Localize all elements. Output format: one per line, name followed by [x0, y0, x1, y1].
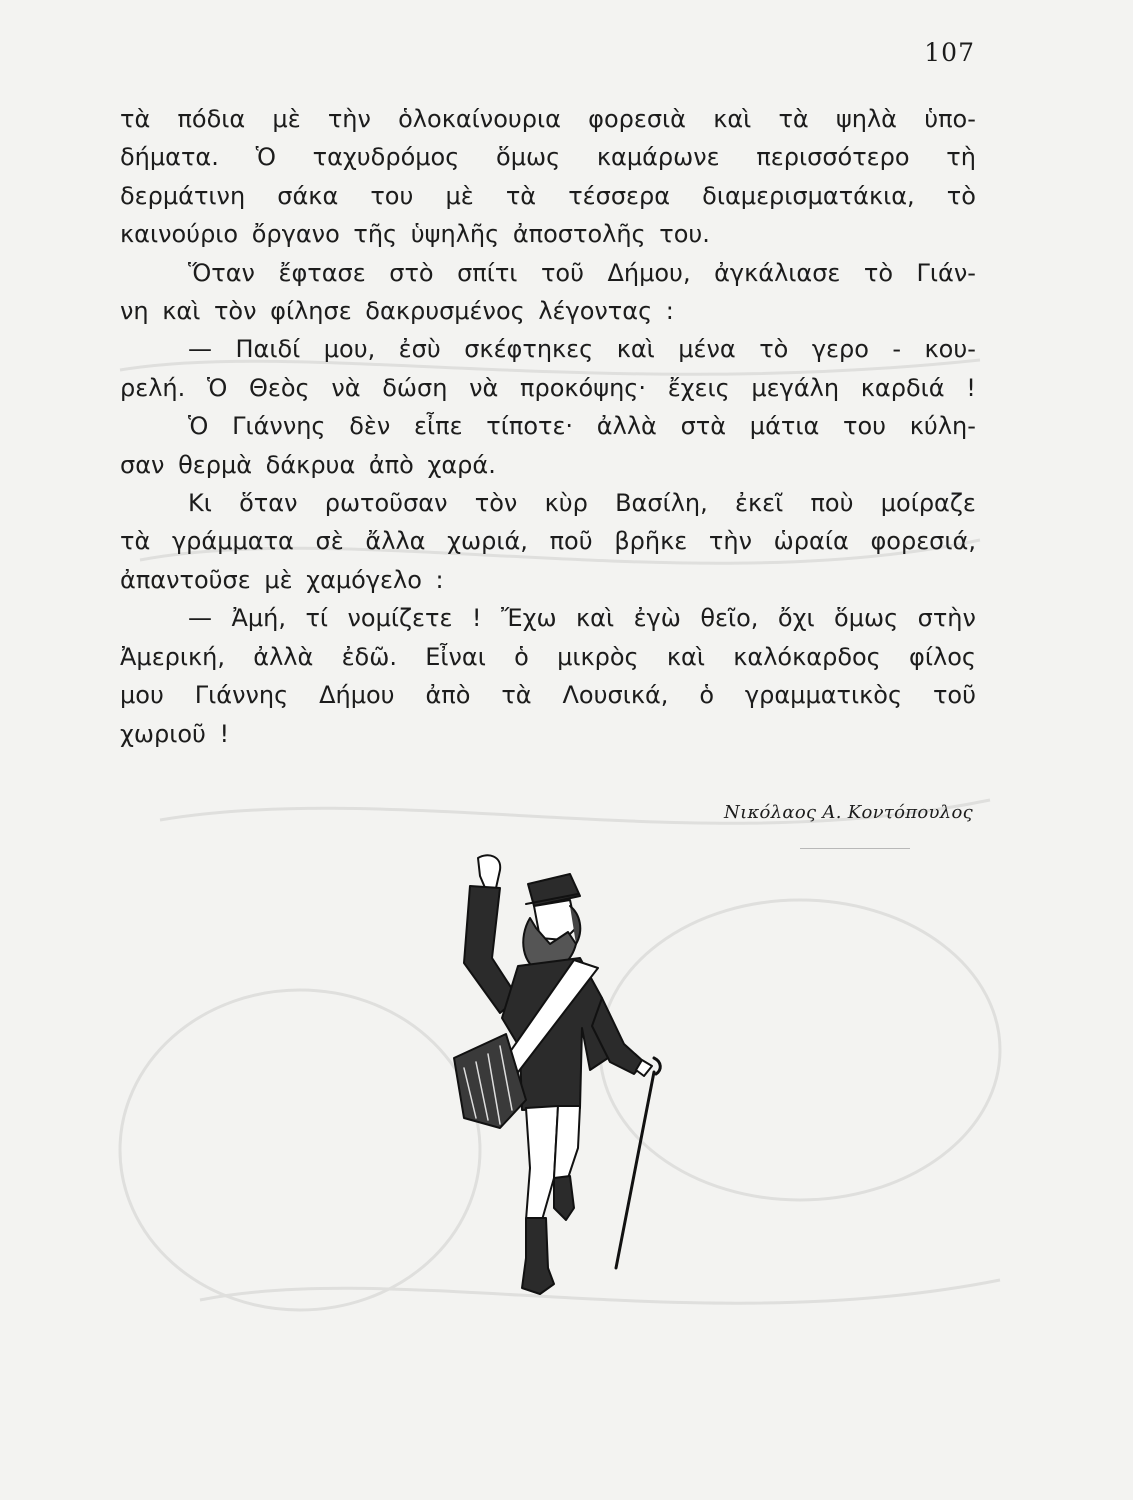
word: Λουσικά, [562, 681, 669, 710]
word: τὰ [501, 681, 532, 710]
text-line [120, 446, 976, 484]
word: τίποτε· [486, 412, 574, 441]
word: ἀλλὰ [596, 412, 657, 441]
text-line [120, 292, 976, 330]
word: ἔχεις [667, 373, 730, 402]
text-line [120, 138, 976, 176]
word: Βασίλη, [615, 489, 708, 518]
word: Δήμου, [607, 258, 691, 287]
word: ὁλοκαίνουρια [398, 105, 561, 133]
word: ἐδῶ. [341, 642, 397, 671]
word: καὶ [616, 335, 655, 364]
word: καὶ [713, 105, 752, 133]
word: ἀπὸ [425, 681, 471, 710]
word: μου [120, 681, 164, 710]
text-line [120, 330, 976, 368]
word: τὸ [759, 335, 789, 364]
word: Ἔχω [501, 604, 557, 633]
word: ἔφτασε [278, 258, 366, 287]
word: σὲ [315, 527, 344, 556]
line-text: καινούριο ὄργανο τῆς ὑψηλῆς ἀποστολῆς του. [120, 220, 710, 249]
word: στὸ [389, 258, 434, 287]
word: μεγάλη [751, 373, 840, 402]
word: μένα [678, 335, 736, 364]
word: ποῦ [549, 527, 593, 556]
word: εἶπε [414, 412, 463, 441]
word: τὸ [863, 258, 894, 287]
word: τοῦ [540, 258, 584, 287]
word: γραμματικὸς [744, 681, 903, 710]
text-line [120, 561, 976, 599]
text-line [120, 638, 976, 676]
word: τὰ [778, 105, 809, 133]
word: θεῖο, [700, 604, 759, 633]
word: μικρὸς [557, 642, 639, 671]
word: ὡραία [773, 527, 849, 556]
word: Κι [188, 489, 212, 518]
word: γερο [811, 335, 869, 364]
word: νὰ [331, 373, 361, 402]
word: μοίραζε [880, 489, 976, 518]
word: κύλη- [909, 412, 976, 441]
word: ! [966, 373, 976, 402]
word: Γιάν- [916, 258, 976, 287]
word: προκόψης· [520, 373, 646, 402]
word: δώση [382, 373, 448, 402]
word: μου, [323, 335, 376, 364]
line-text: ἀπαντοῦσε μὲ χαμόγελο : [120, 565, 444, 594]
word: τέσσερα [568, 181, 671, 210]
text-line [120, 599, 976, 637]
word: του [370, 181, 414, 210]
word: καμάρωνε [596, 143, 720, 172]
word: ταχυδρόμος [312, 143, 460, 172]
text-line [120, 177, 976, 215]
word: καὶ [576, 604, 615, 633]
word: φίλος [909, 642, 976, 671]
word: Δήμου [319, 681, 395, 710]
word: κου- [924, 335, 976, 364]
word: του [843, 412, 887, 441]
word: τὴν [327, 105, 371, 133]
word: Ὅταν [188, 258, 255, 287]
word: δὲν [349, 412, 391, 441]
word: ὁ [514, 642, 529, 671]
word: διαμερισματάκια, [702, 181, 915, 210]
body-text [120, 100, 976, 753]
author-underline [800, 848, 910, 849]
word: καρδιά [860, 373, 945, 402]
word: νὰ [469, 373, 499, 402]
word: ἀγκάλιασε [714, 258, 841, 287]
word: τὸν [474, 489, 518, 518]
text-line [120, 715, 976, 753]
word: — [188, 604, 212, 633]
word: Ὁ [206, 373, 228, 402]
text-line [120, 676, 976, 714]
page-number: 107 [924, 38, 975, 67]
postman-illustration [430, 848, 680, 1308]
word: φορεσιὰ [588, 105, 686, 133]
line-text: νη καὶ τὸν φίλησε δακρυσμένος λέγοντας : [120, 297, 674, 326]
word: φορεσιά, [870, 527, 976, 556]
word: καλόκαρδος [733, 642, 881, 671]
word: τὴν [708, 527, 752, 556]
word: Εἶναι [425, 642, 486, 671]
word: Παιδί [235, 335, 301, 364]
word: ἀλλὰ [253, 642, 314, 671]
word: ρωτοῦσαν [324, 489, 448, 518]
word: ποὺ [810, 489, 854, 518]
word: Ἀμερική, [120, 642, 225, 671]
word: καὶ [666, 642, 705, 671]
word: τὰ [120, 105, 151, 133]
word: Ὁ [188, 412, 209, 441]
word: τὴ [946, 143, 976, 172]
word: ὅμως [496, 143, 561, 172]
word: ἐγὼ [633, 604, 681, 633]
word: ! [471, 604, 482, 633]
author-signature: Νικόλαος Α. Κοντόπουλος [724, 802, 973, 823]
word: γράμματα [171, 527, 294, 556]
word: ὑπο- [924, 105, 976, 133]
text-line [120, 100, 976, 138]
word: ἐσὺ [398, 335, 441, 364]
word: στὴν [917, 604, 976, 633]
word: Γιάννης [194, 681, 289, 710]
word: Ὁ [255, 143, 276, 172]
word: Θεὸς [248, 373, 310, 402]
word: ὅμως [834, 604, 899, 633]
word: ὁ [699, 681, 715, 710]
word: ἐκεῖ [735, 489, 784, 518]
word: περισσότερο [756, 143, 910, 172]
text-line [120, 254, 976, 292]
text-line [120, 484, 976, 522]
word: νομίζετε [347, 604, 453, 633]
word: μάτια [749, 412, 820, 441]
word: σπίτι [457, 258, 518, 287]
text-line [120, 522, 976, 560]
word: βρῆκε [614, 527, 688, 556]
word: κὺρ [544, 489, 588, 518]
line-text: χωριοῦ ! [120, 719, 230, 748]
word: μὲ [272, 105, 301, 133]
word: Γιάννης [232, 412, 326, 441]
word: τὰ [120, 527, 151, 556]
word: στὰ [680, 412, 727, 441]
word: τί [305, 604, 329, 633]
word: - [892, 335, 902, 364]
word: τὸ [946, 181, 976, 210]
word: ψηλὰ [835, 105, 898, 133]
word: σκέφτηκες [464, 335, 594, 364]
text-line [120, 407, 976, 445]
word: χωριά, [447, 527, 528, 556]
word: ρελή. [120, 373, 186, 402]
text-line [120, 215, 976, 253]
text-line [120, 369, 976, 407]
word: ἄλλα [365, 527, 426, 556]
word: Ἀμή, [231, 604, 286, 633]
word: — [188, 335, 212, 364]
word: μὲ [445, 181, 474, 210]
word: τὰ [505, 181, 537, 210]
word: ὄχι [777, 604, 815, 633]
word: τοῦ [932, 681, 976, 710]
word: δερμάτινη [120, 181, 246, 210]
word: πόδια [177, 105, 246, 133]
line-text: σαν θερμὰ δάκρυα ἀπὸ χαρά. [120, 450, 496, 479]
word: ὅταν [239, 489, 298, 518]
word: δήματα. [120, 143, 219, 172]
word: σάκα [277, 181, 339, 210]
